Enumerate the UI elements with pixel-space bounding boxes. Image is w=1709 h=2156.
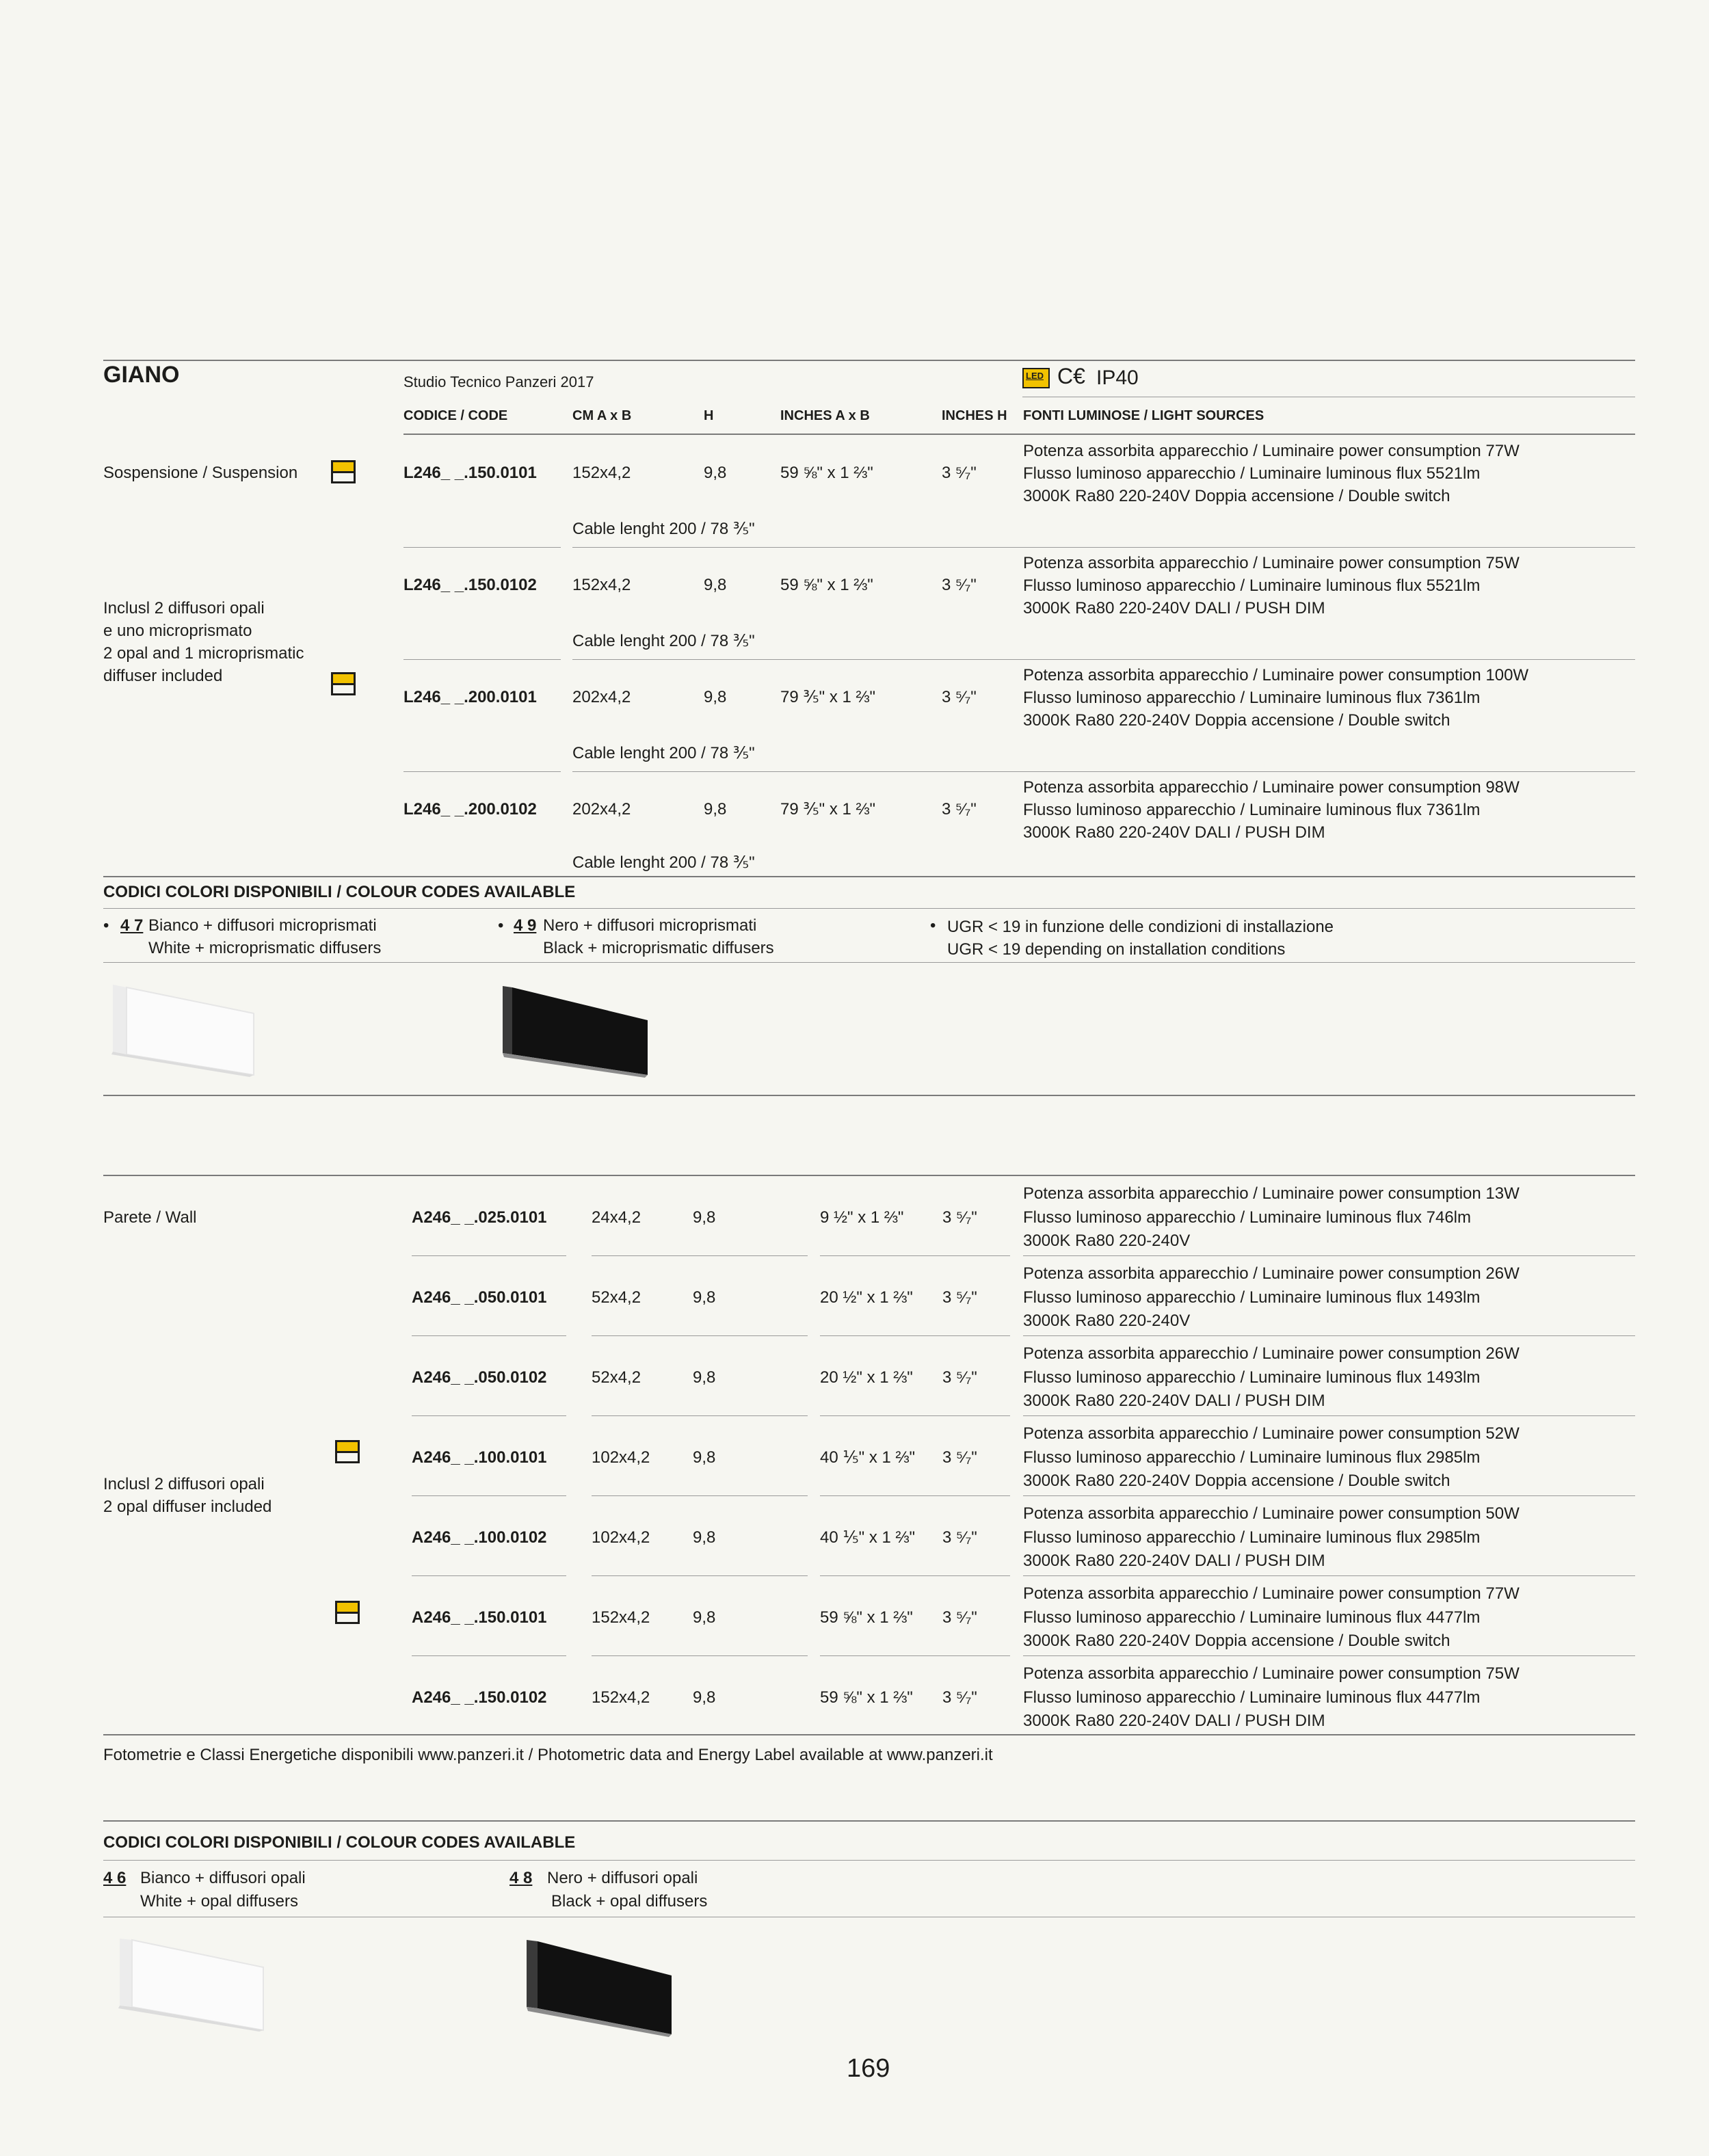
- row-h: 9,8: [704, 464, 727, 482]
- row-spec: Potenza assorbita apparecchio / Luminaire power consumption 26W: [1023, 1344, 1520, 1363]
- colour-name-it: Bianco + diffusori opali: [140, 1869, 306, 1887]
- row-spec: Potenza assorbita apparecchio / Luminaire power consumption 98W: [1023, 778, 1520, 797]
- row-spec: 3000K Ra80 220-240V: [1023, 1312, 1191, 1330]
- colour-code: 4 7: [120, 916, 144, 935]
- row-cm: 202x4,2: [572, 688, 631, 706]
- wall-colours-rule: [103, 1860, 1635, 1861]
- row-spec: Potenza assorbita apparecchio / Luminaire power consumption 100W: [1023, 666, 1529, 684]
- row-rule: [1023, 1655, 1635, 1656]
- row-inches-ab: 20 ½" x 1 ⅔": [820, 1368, 913, 1387]
- suspension-included-line: 2 opal and 1 microprismatic: [103, 644, 304, 663]
- wall-bottom-rule: [103, 1734, 1635, 1735]
- black-fixture-image: [496, 978, 653, 1080]
- row-rule: [403, 659, 561, 660]
- row-inches-ab: 59 ⅝" x 1 ⅔": [820, 1688, 913, 1707]
- row-spec: Potenza assorbita apparecchio / Luminaire power consumption 77W: [1023, 442, 1520, 460]
- designer: Studio Tecnico Panzeri 2017: [403, 373, 594, 390]
- row-code: A246_ _.150.0102: [412, 1688, 547, 1707]
- suspension-included-line: e uno microprismato: [103, 622, 252, 640]
- colour-name-en: White + opal diffusers: [140, 1892, 299, 1911]
- row-inches-h: 3 ⁵⁄₇": [942, 1528, 977, 1547]
- row-code: A246_ _.050.0102: [412, 1368, 547, 1387]
- black-wall-fixture-image: [520, 1932, 677, 2041]
- row-cable: Cable lenght 200 / 78 ⅗": [572, 632, 755, 650]
- colour-name-it: Nero + diffusori microprismati: [543, 916, 757, 935]
- row-rule: [1023, 1335, 1635, 1336]
- energy-note: Fotometrie e Classi Energetiche disponibili www.panzeri.it / Photometric data and Energy Label available at www.panzeri.it: [103, 1746, 993, 1764]
- row-rule: [412, 1335, 566, 1336]
- row-rule: [592, 1655, 808, 1656]
- row-spec: Potenza assorbita apparecchio / Luminaire power consumption 75W: [1023, 554, 1520, 572]
- row-h: 9,8: [693, 1448, 716, 1467]
- images-top-rule: [103, 962, 1635, 963]
- row-rule: [1023, 1575, 1635, 1576]
- row-spec: Flusso luminoso apparecchio / Luminaire luminous flux 1493lm: [1023, 1288, 1481, 1307]
- row-rule: [572, 771, 1635, 772]
- colour-name-it: Bianco + diffusori microprismati: [148, 916, 377, 935]
- row-rule: [820, 1255, 1010, 1256]
- row-h: 9,8: [693, 1208, 716, 1227]
- suspension-lamp-icon: [331, 460, 356, 483]
- row-inches-h: 3 ⁵⁄₇": [942, 800, 977, 819]
- led-icon: [1022, 368, 1050, 388]
- row-code: L246_ _.200.0102: [403, 800, 537, 819]
- row-inches-ab: 79 ⅗" x 1 ⅔": [780, 688, 876, 706]
- row-inches-ab: 59 ⅝" x 1 ⅔": [780, 576, 873, 594]
- row-spec: Flusso luminoso apparecchio / Luminaire luminous flux 2985lm: [1023, 1448, 1481, 1467]
- row-rule: [820, 1495, 1010, 1496]
- row-spec: Flusso luminoso apparecchio / Luminaire luminous flux 2985lm: [1023, 1528, 1481, 1547]
- colour-name-en: Black + microprismatic diffusers: [543, 939, 774, 957]
- row-rule: [403, 771, 561, 772]
- row-inches-h: 3 ⁵⁄₇": [942, 1688, 977, 1707]
- colour-name-en: Black + opal diffusers: [551, 1892, 708, 1911]
- row-cm: 152x4,2: [572, 464, 631, 482]
- row-rule: [412, 1575, 566, 1576]
- row-cm: 102x4,2: [592, 1448, 650, 1467]
- colours-top-rule: [103, 876, 1635, 877]
- row-inches-ab: 59 ⅝" x 1 ⅔": [780, 464, 873, 482]
- row-cable: Cable lenght 200 / 78 ⅗": [572, 520, 755, 538]
- row-cable: Cable lenght 200 / 78 ⅗": [572, 853, 755, 872]
- row-code: A246_ _.050.0101: [412, 1288, 547, 1307]
- row-code: A246_ _.025.0101: [412, 1208, 547, 1227]
- colour-code: 4 9: [514, 916, 537, 935]
- row-spec: Flusso luminoso apparecchio / Luminaire luminous flux 4477lm: [1023, 1688, 1481, 1707]
- row-spec: 3000K Ra80 220-240V DALI / PUSH DIM: [1023, 1392, 1325, 1410]
- row-rule: [412, 1415, 566, 1416]
- wall-top-rule: [103, 1175, 1635, 1176]
- row-rule: [403, 547, 561, 548]
- row-spec: 3000K Ra80 220-240V Doppia accensione / Double switch: [1023, 1472, 1450, 1490]
- row-inches-ab: 59 ⅝" x 1 ⅔": [820, 1608, 913, 1627]
- col-light-sources: FONTI LUMINOSE / LIGHT SOURCES: [1023, 408, 1264, 423]
- row-spec: Potenza assorbita apparecchio / Luminaire power consumption 75W: [1023, 1664, 1520, 1683]
- row-spec: Flusso luminoso apparecchio / Luminaire luminous flux 5521lm: [1023, 464, 1481, 483]
- white-wall-fixture-image: [113, 1932, 270, 2034]
- row-spec: Potenza assorbita apparecchio / Luminaire power consumption 26W: [1023, 1264, 1520, 1283]
- col-cm: CM A x B: [572, 408, 632, 423]
- row-h: 9,8: [704, 800, 727, 819]
- row-rule: [1023, 1255, 1635, 1256]
- wall-included-line: 2 opal diffuser included: [103, 1498, 272, 1516]
- row-rule: [592, 1255, 808, 1256]
- suspension-included-line: Inclusl 2 diffusori opali: [103, 599, 265, 617]
- colours-title: CODICI COLORI DISPONIBILI / COLOUR CODES AVAILABLE: [103, 883, 576, 901]
- row-rule: [820, 1655, 1010, 1656]
- suspension-included-line: diffuser included: [103, 667, 223, 685]
- ip-rating: IP40: [1096, 367, 1139, 389]
- row-spec: Flusso luminoso apparecchio / Luminaire luminous flux 5521lm: [1023, 576, 1481, 595]
- col-h: H: [704, 408, 714, 423]
- wall-lamp-icon: [335, 1601, 360, 1624]
- row-spec: 3000K Ra80 220-240V DALI / PUSH DIM: [1023, 1552, 1325, 1570]
- col-inches-ab: INCHES A x B: [780, 408, 870, 423]
- ce-mark: C€: [1057, 364, 1085, 388]
- row-h: 9,8: [693, 1608, 716, 1627]
- led-label: LED: [1026, 371, 1044, 381]
- row-code: L246_ _.200.0101: [403, 688, 537, 706]
- col-code: CODICE / CODE: [403, 408, 508, 423]
- suspension-lamp-icon: [331, 672, 356, 695]
- row-code: A246_ _.150.0101: [412, 1608, 547, 1627]
- header-rule: [403, 434, 1635, 435]
- colour-bullet: •: [103, 916, 109, 935]
- colour-code: 4 8: [509, 1869, 533, 1887]
- row-code: A246_ _.100.0101: [412, 1448, 547, 1467]
- colours-rule: [103, 908, 1635, 909]
- colour-bullet: •: [498, 916, 504, 935]
- row-code: L246_ _.150.0101: [403, 464, 537, 482]
- row-spec: 3000K Ra80 220-240V DALI / PUSH DIM: [1023, 599, 1325, 617]
- row-inches-h: 3 ⁵⁄₇": [942, 688, 977, 706]
- row-h: 9,8: [704, 688, 727, 706]
- row-cm: 152x4,2: [572, 576, 631, 594]
- row-spec: 3000K Ra80 220-240V Doppia accensione / Double switch: [1023, 1632, 1450, 1650]
- row-inches-h: 3 ⁵⁄₇": [942, 1608, 977, 1627]
- colour-name-it: Nero + diffusori opali: [547, 1869, 698, 1887]
- row-rule: [572, 659, 1635, 660]
- row-rule: [412, 1495, 566, 1496]
- row-rule: [1023, 1415, 1635, 1416]
- row-spec: 3000K Ra80 220-240V DALI / PUSH DIM: [1023, 823, 1325, 842]
- top-rule: [103, 360, 1635, 361]
- row-rule: [820, 1335, 1010, 1336]
- row-spec: Flusso luminoso apparecchio / Luminaire luminous flux 7361lm: [1023, 689, 1481, 707]
- row-inches-h: 3 ⁵⁄₇": [942, 576, 977, 594]
- row-rule: [592, 1575, 808, 1576]
- row-cm: 52x4,2: [592, 1288, 641, 1307]
- ugr-bullet: •: [930, 916, 936, 935]
- row-rule: [412, 1255, 566, 1256]
- row-rule: [820, 1415, 1010, 1416]
- row-cable: Cable lenght 200 / 78 ⅗": [572, 744, 755, 762]
- row-inches-h: 3 ⁵⁄₇": [942, 1208, 977, 1227]
- row-h: 9,8: [693, 1528, 716, 1547]
- row-inches-ab: 20 ½" x 1 ⅔": [820, 1288, 913, 1307]
- row-spec: 3000K Ra80 220-240V Doppia accensione / Double switch: [1023, 487, 1450, 505]
- row-cm: 52x4,2: [592, 1368, 641, 1387]
- row-inches-ab: 9 ½" x 1 ⅔": [820, 1208, 904, 1227]
- row-inches-h: 3 ⁵⁄₇": [942, 1288, 977, 1307]
- row-rule: [412, 1655, 566, 1656]
- row-spec: 3000K Ra80 220-240V DALI / PUSH DIM: [1023, 1712, 1325, 1730]
- row-spec: Flusso luminoso apparecchio / Luminaire luminous flux 1493lm: [1023, 1368, 1481, 1387]
- row-spec: Potenza assorbita apparecchio / Luminaire power consumption 13W: [1023, 1184, 1520, 1203]
- row-spec: Flusso luminoso apparecchio / Luminaire luminous flux 4477lm: [1023, 1608, 1481, 1627]
- product-title: GIANO: [103, 362, 180, 388]
- row-inches-ab: 40 ⅕" x 1 ⅔": [820, 1448, 916, 1467]
- row-rule: [592, 1415, 808, 1416]
- colour-code: 4 6: [103, 1869, 127, 1887]
- page-number: 169: [847, 2054, 890, 2083]
- row-cm: 152x4,2: [592, 1688, 650, 1707]
- suspension-bottom-rule: [103, 1095, 1635, 1096]
- suspension-label: Sospensione / Suspension: [103, 464, 298, 482]
- row-spec: 3000K Ra80 220-240V: [1023, 1232, 1191, 1250]
- row-rule: [592, 1495, 808, 1496]
- row-rule: [1023, 1495, 1635, 1496]
- col-inches-h: INCHES H: [942, 408, 1007, 423]
- row-inches-ab: 40 ⅕" x 1 ⅔": [820, 1528, 916, 1547]
- row-h: 9,8: [704, 576, 727, 594]
- row-cm: 202x4,2: [572, 800, 631, 819]
- row-inches-h: 3 ⁵⁄₇": [942, 464, 977, 482]
- white-fixture-image: [106, 978, 263, 1080]
- row-spec: Potenza assorbita apparecchio / Luminaire power consumption 50W: [1023, 1504, 1520, 1523]
- row-rule: [572, 547, 1635, 548]
- wall-colours-title: CODICI COLORI DISPONIBILI / COLOUR CODES AVAILABLE: [103, 1833, 576, 1852]
- row-spec: Flusso luminoso apparecchio / Luminaire luminous flux 746lm: [1023, 1208, 1471, 1227]
- row-inches-h: 3 ⁵⁄₇": [942, 1368, 977, 1387]
- row-spec: Flusso luminoso apparecchio / Luminaire luminous flux 7361lm: [1023, 801, 1481, 819]
- row-inches-ab: 79 ⅗" x 1 ⅔": [780, 800, 876, 819]
- row-inches-h: 3 ⁵⁄₇": [942, 1448, 977, 1467]
- row-cm: 152x4,2: [592, 1608, 650, 1627]
- row-rule: [820, 1575, 1010, 1576]
- ugr-note-it: UGR < 19 in funzione delle condizioni di installazione: [947, 918, 1334, 936]
- row-code: L246_ _.150.0102: [403, 576, 537, 594]
- row-h: 9,8: [693, 1288, 716, 1307]
- wall-lamp-icon: [335, 1440, 360, 1463]
- wall-colours-top-rule: [103, 1820, 1635, 1822]
- row-h: 9,8: [693, 1688, 716, 1707]
- row-spec: Potenza assorbita apparecchio / Luminaire power consumption 77W: [1023, 1584, 1520, 1603]
- row-h: 9,8: [693, 1368, 716, 1387]
- row-code: A246_ _.100.0102: [412, 1528, 547, 1547]
- row-rule: [592, 1335, 808, 1336]
- row-cm: 102x4,2: [592, 1528, 650, 1547]
- ugr-note-en: UGR < 19 depending on installation conditions: [947, 940, 1286, 959]
- colour-name-en: White + microprismatic diffusers: [148, 939, 382, 957]
- row-spec: Potenza assorbita apparecchio / Luminaire power consumption 52W: [1023, 1424, 1520, 1443]
- row-cm: 24x4,2: [592, 1208, 641, 1227]
- wall-included-line: Inclusl 2 diffusori opali: [103, 1475, 265, 1493]
- row-spec: 3000K Ra80 220-240V Doppia accensione / Double switch: [1023, 711, 1450, 730]
- wall-label: Parete / Wall: [103, 1208, 197, 1227]
